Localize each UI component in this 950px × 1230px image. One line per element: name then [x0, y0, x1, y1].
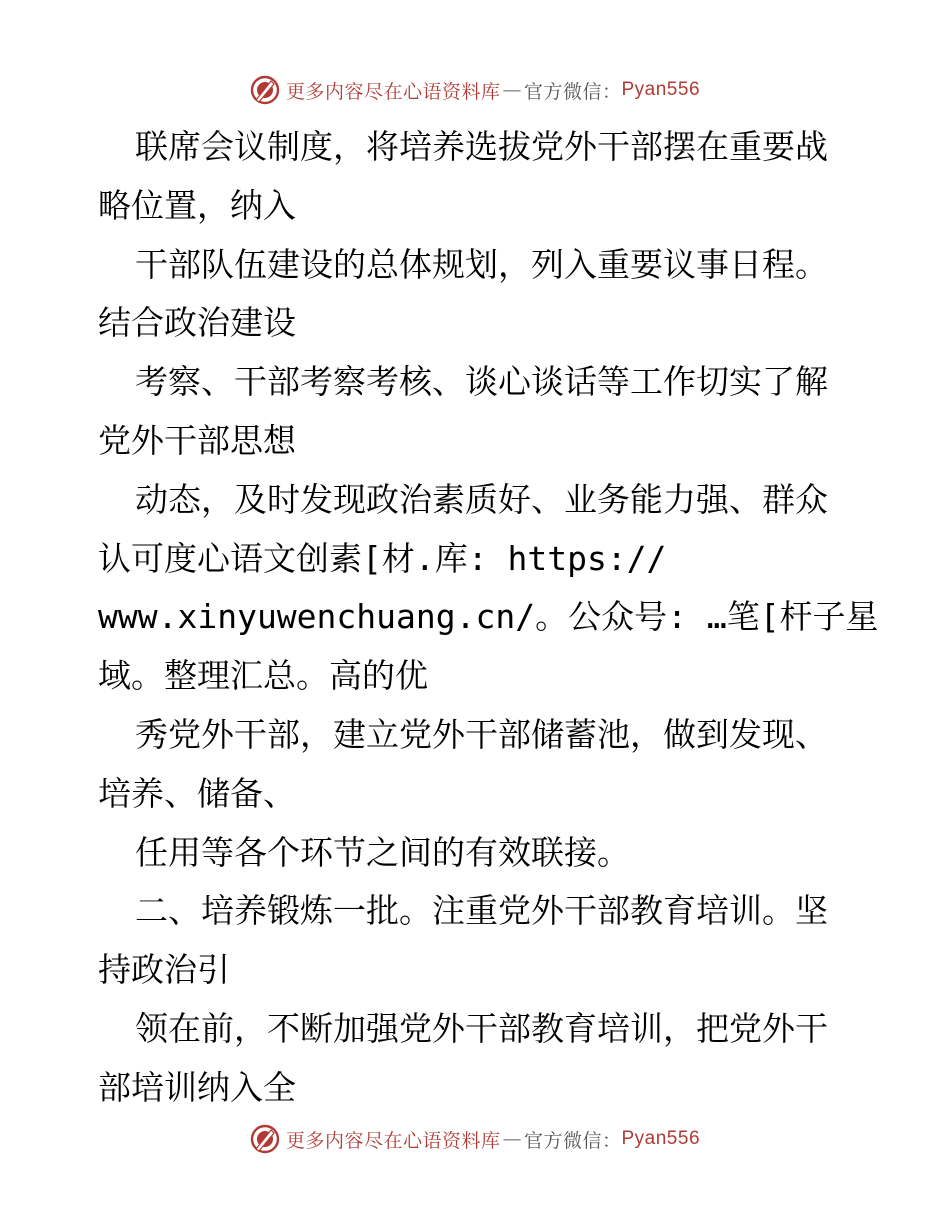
- document-body: [98, 118, 879, 1118]
- header-watermark: [0, 70, 950, 110]
- text-line: 二、培养锻炼一批。注重党外干部教育培训。坚: [135, 891, 828, 931]
- text-line: 党外干部思想: [98, 420, 296, 460]
- text-line: 考察、干部考察考核、谈心谈话等工作切实了解: [135, 362, 828, 402]
- watermark-site-text: 更多内容尽在心语资料库: [285, 1129, 501, 1152]
- text-line: 略位置，纳入: [98, 185, 296, 225]
- text-line: 任用等各个环节之间的有效联接。: [135, 832, 630, 872]
- quill-logo-icon: [250, 75, 280, 105]
- quill-logo-icon: [250, 1124, 280, 1154]
- watermark-site-text: 更多内容尽在心语资料库: [285, 80, 501, 103]
- text-line: 域。整理汇总。高的优: [98, 656, 428, 696]
- text-line: 干部队伍建设的总体规划，列入重要议事日程。: [135, 244, 828, 284]
- watermark-id: Pyan556: [621, 79, 701, 100]
- text-line: 持政治引: [98, 950, 230, 990]
- text-line: 部培训纳入全: [98, 1067, 296, 1107]
- text-line: 领在前，不断加强党外干部教育培训，把党外干: [135, 1008, 828, 1048]
- text-line: 秀党外干部，建立党外干部储蓄池，做到发现、: [135, 714, 828, 754]
- text-line: 培养、储备、: [98, 773, 296, 813]
- footer-watermark: [0, 1119, 950, 1159]
- watermark-label: 官方微信：: [523, 80, 622, 103]
- text-line: 动态，及时发现政治素质好、业务能力强、群众: [135, 479, 828, 519]
- text-line: 认可度心语文创素[材.库: https://: [98, 538, 667, 578]
- text-line: 结合政治建设: [98, 303, 296, 343]
- text-line: 联席会议制度，将培养选拔党外干部摆在重要战: [135, 127, 828, 166]
- watermark-label: 官方微信：: [523, 1129, 622, 1152]
- watermark-id: Pyan556: [621, 1128, 701, 1149]
- watermark-separator: —: [502, 1128, 522, 1150]
- text-line: www.xinyuwenchuang.cn/。公众号: …笔[杆子星: [98, 597, 879, 637]
- watermark-separator: —: [502, 79, 522, 101]
